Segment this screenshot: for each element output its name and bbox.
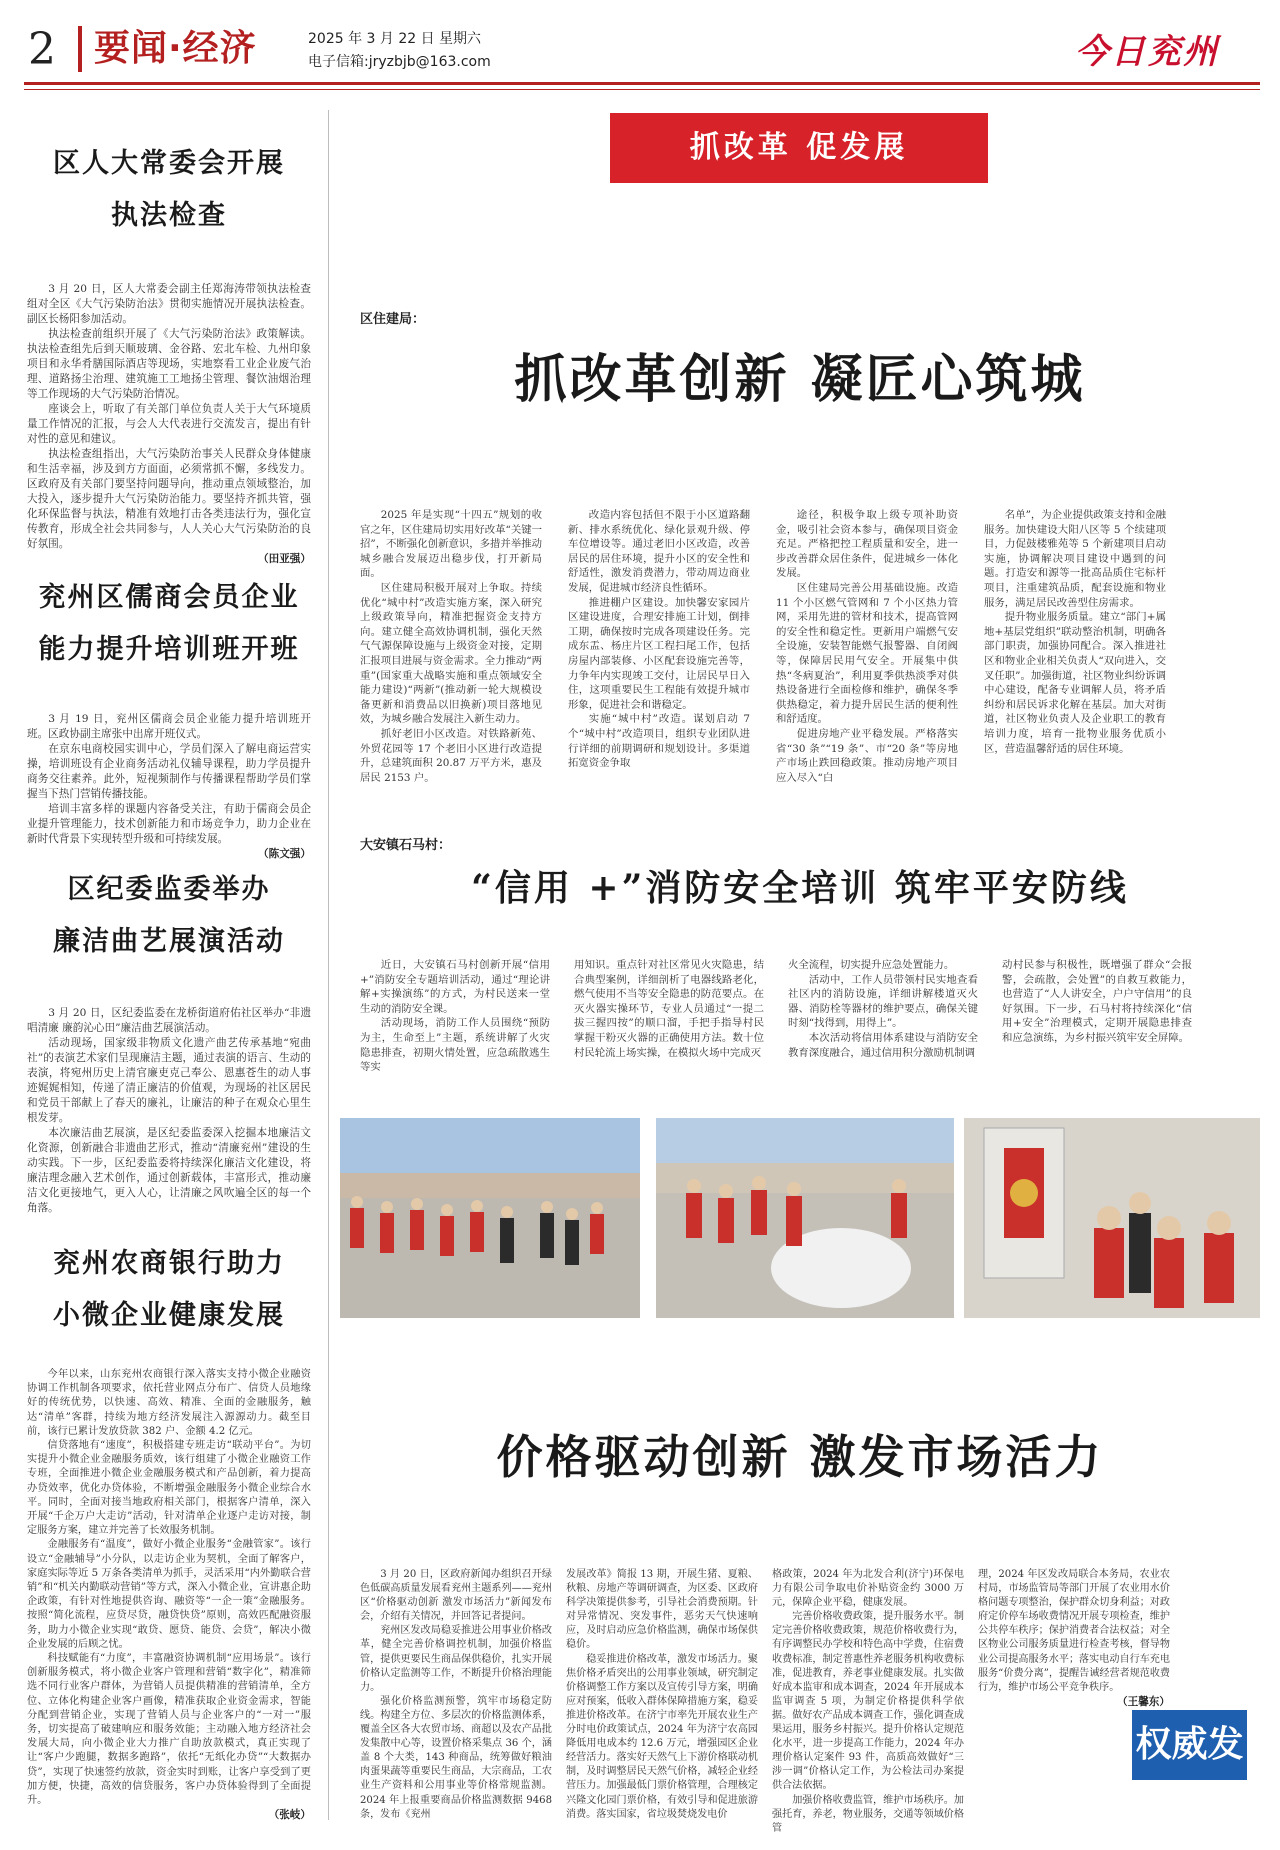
paragraph: 实施“城中村”改造。谋划启动 7 个“城中村”改造项目，组织专业团队进行详细的前期调研和规划设计。多渠道拓宽资金争取 — [568, 713, 750, 770]
section-name: 要闻·经济 — [94, 28, 257, 69]
left-article-4-body — [27, 1368, 311, 1823]
paragraph: 发展改革》简报 13 期，开展生猪、夏粮、秋粮、房地产等调研调查，为区委、区政府科学决策提供参考，引导社会消费预期。针对异常情况、突发事件，恶劣天气快速响应，及时启动应急价格监测，确保市场保供稳价。 — [566, 1569, 758, 1651]
paragraph: 培训丰富多样的课题内容备受关注，有助于儒商会员企业提升管理能力，技术创新能力和市场竞争力，助力企业在新时代背景下实现转型升级和可持续发展。 — [27, 803, 311, 845]
paragraph: 本次活动将信用体系建设与消防安全教育深度融合，通过信用积分激励机制调 — [788, 1031, 978, 1059]
article-1-column-4 — [984, 508, 1166, 756]
title-line: 廉洁曲艺展演活动 — [53, 926, 285, 957]
column-divider — [328, 110, 329, 1820]
paragraph: 格政策，2024 年为北发合利(济宁)环保电力有限公司争取电价补贴资金约 3000 万元，保障企业平稳，健康发展。 — [772, 1569, 964, 1609]
left-article-1-body — [27, 282, 311, 567]
paragraph: 区住建局完善公用基础设施。改造 11 个小区燃气管网和 7 个小区热力管网，采用先进的管材和技术，提高管网的安全性和稳定性。更新用户端燃气安全设施，安装智能燃气报警器、自闭阀等，保障居民用气安全。开展集中供热“冬病夏治”，利用夏季供热淡季对供热设备进行全面检修和维护，确保冬季供热稳定，着力提升居民生活的便利性和舒适度。 — [776, 581, 958, 726]
article-1-column-3 — [776, 508, 958, 785]
title-line: 兖州区儒商会员企业 — [38, 582, 300, 613]
paragraph: 执法检查前组织开展了《大气污染防治法》政策解读。执法检查组先后到天顺玻璃、金谷路、宏北车检、九州印象项目和永华肴膳国际酒店等现场，实地察看工业企业废气治理、道路扬尘治理、建筑施工工地扬尘管理、餐饮油烟治理等工作现场的大气污染防治情况。 — [27, 328, 311, 400]
paragraph: 2025 年是实现“十四五”规划的收官之年，区住建局切实用好改革“关键一招”，不断强化创新意识，多措并举推动城乡融合发展迈出稳步伐，打开新局面。 — [360, 509, 542, 580]
article-2-column-4 — [1002, 958, 1192, 1046]
paragraph: 促进房地产业平稳发展。严格落实省“30 条”“19 条”、市“20 条”等房地产市场止跌回稳政策。推动房地产项目应入尽入“白 — [776, 727, 958, 784]
paragraph: 途径，积极争取上级专项补助资金，吸引社会资本参与，确保项目资金充足。严格把控工程质量和安全，进一步改善群众居住条件，促进城乡一体化发展。 — [776, 509, 958, 580]
article-2-column-1 — [360, 958, 550, 1075]
paragraph: 活动现场，国家级非物质文化遗产曲艺传承基地“宛曲社”的表演艺术家们呈现廉洁主题，通过表演的语言、生动的表演，将宛州历史上清官廉吏克己奉公、恩惠苍生的动人事迹娓娓相知，传递了清正廉洁的价值观，为现场的社区居民和党员干部献上了春天的廉礼，让廉洁的种子在观众心里生根发芽。 — [27, 1037, 311, 1124]
paragraph: 理，2024 年区发改局联合本务局，农业农村局，市场监管局等部门开展了农业用水价格问题专项整治，保护群众切身利益；对政府定价停车场收费情况开展专项检查，维护公共停车秩序；保护消费者合法权益；对全区物业公司服务质量进行检查考核，督导物业公司提高服务水平；落实电动自行车充电服务“价费分离”，提醒告诫经营者规范收费行为，维护市场公平竞争秩序。 — [978, 1569, 1171, 1693]
paragraph: 提升物业服务质量。建立“部门+属地+基层党组织”联动整治机制，明确各部门职责，加强协同配合。深入推进社区和物业企业相关负责人“双向进入，交叉任职”。加强街道，社区物业纠纷诉调中心建设，配备专业调解人员，将矛盾纠纷和居民诉求化解在基层。加大对街道，社区物业负责人及企业职工的教育培训力度，培育一批物业服务优质小区，营造温馨舒适的居住环境。 — [984, 611, 1166, 755]
masthead-rule — [24, 82, 1260, 85]
paragraph: 活动中，工作人员带领村民实地查看社区内的消防设施，详细讲解楼道灭火器、消防栓等器材的维护要点，确保关键时刻“找得到，用得上”。 — [788, 973, 978, 1030]
title-line: 执法检查 — [111, 200, 227, 231]
photo-extinguisher-drill — [656, 1118, 954, 1318]
title-line: 能力提升培训班开班 — [38, 634, 300, 665]
newspaper-logo: 今日兖州 — [1075, 32, 1219, 72]
masthead-rule-thin — [24, 89, 1260, 90]
article-3-column-4 — [978, 1568, 1170, 1709]
left-article-1-title — [24, 138, 314, 242]
left-article-2-body — [27, 712, 311, 862]
paragraph: 本次廉洁曲艺展演，是区纪委监委深入挖掘本地廉洁文化资源，创新融合非遗曲艺形式，推动“清廉兖州”建设的生动实践。下一步，区纪委监委将持续深化廉洁文化建设，将廉洁理念融入艺术创作，通过创新载体，丰富形式，推动廉洁文化更接地气，更入人心，让清廉之风吹遍全区的每一个角落。 — [27, 1127, 311, 1214]
page-number: 2 — [28, 24, 56, 75]
article-1-title: 抓改革创新 凝匠心筑城 — [514, 349, 1086, 410]
article-3-column-1 — [360, 1568, 552, 1822]
article-1-column-1 — [360, 508, 542, 785]
paragraph: 3 月 20 日，区政府新闻办组织召开绿色低碳高质量发展看兖州主题系列——兖州区“价格驱动创新 激发市场活力”新闻发布会，介绍有关情况，并回答记者提问。 — [360, 1569, 552, 1623]
article-2-title: “信用 +”消防安全培训 筑牢平安防线 — [471, 867, 1129, 909]
section-banner: 抓改革 促发展 — [610, 113, 988, 183]
left-article-4-title — [24, 1238, 314, 1342]
paragraph: 区住建局积极开展对上争取。持续优化“城中村”改造实施方案，深入研究上级政策导向，精准把握资金支持方向。建立健全高效协调机制，强化天然气气源保障设施与上级资金对接，定期汇报项目进展与资金需求。全力推动“两重”(国家重大战略实施和重点领域安全能力建设)“两新”(推动新一轮大规模设备更新和消费品以旧换新)项目落地见效，为城乡融合发展注入新生动力。 — [360, 581, 542, 726]
paragraph: 名单”，为企业提供政策支持和金融服务。加快建设大阳八区等 5 个续建项目，力促鼓楼雅苑等 5 个新建项目启动实施，协调解决项目建设中遇到的问题。打造安和源等一批高品质住宅标杆项目，注重建筑品质，配套设施和物业服务，满足居民改善型住房需求。 — [984, 509, 1166, 609]
title-line: 小微企业健康发展 — [53, 1300, 285, 1331]
left-article-2-title — [24, 572, 314, 676]
article-3-column-2 — [566, 1568, 758, 1822]
article-1-column-2 — [568, 508, 750, 771]
paragraph: 稳妥推进价格改革，激发市场活力。聚焦价格矛盾突出的公用事业领域，研究制定价格调整工作方案以及宣传引导方案，明确应对预案，低收入群体保障措施方案，稳妥推进价格改革。在济宁市率先开展农业生产分时电价政策试点，2024 年为济宁农高园降低用电成本约 12.6 万元，增强园区企业经营活力。落实好天然气上下游价格联动机制，及时调整居民天然气价格，减轻企业经营压力。加强最低门票价格管理，合理核定兴隆文化园门票价格，有效引导和促进旅游消费。落实国家，省垃圾焚烧发电价 — [566, 1653, 758, 1820]
photo-fire-training-group-image — [340, 1118, 640, 1318]
paragraph: 抓好老旧小区改造。对铁路新苑、外贸花园等 17 个老旧小区进行改造提升，总建筑面积 20.87 万平方米，惠及居民 2153 户。 — [360, 727, 542, 784]
paragraph: 强化价格监测预警，筑牢市场稳定防线。构建全方位、多层次的价格监测体系，覆盖全区各大农贸市场、商超以及农产品批发集散中心等，设置价格采集点 36 个，涵盖 8 个大类，143 种商品，统筹做好粮油肉蛋果蔬等重要民生商品，大宗商品，工农业生产资料和公用事业等价格常规监测。2024 年上报重要商品价格监测数据 9468 条，发布《兖州 — [360, 1695, 552, 1820]
paragraph: 座谈会上，听取了有关部门单位负责人关于大气环境质量工作情况的汇报，与会人大代表进行交流发言，提出有针对性的意见和建议。 — [27, 403, 311, 445]
left-article-3-body — [27, 1006, 311, 1216]
photo-extinguisher-drill-image — [656, 1118, 954, 1318]
byline: （王馨东） — [1117, 1695, 1170, 1708]
photo-fire-training-group — [340, 1118, 640, 1318]
paragraph: 今年以来，山东兖州农商银行深入落实支持小微企业融资协调工作机制各项要求，依托营业网点分布广、信贷人员地缘好的传统优势，以快速、高效、精准、全面的金融服务，触达“清单”客群，持续为地方经济发展注入源源动力。截至目前，该行已累计发放贷款 382 户、金额 4.2 亿元。 — [27, 1369, 311, 1437]
byline: （张岐） — [268, 1809, 311, 1822]
paragraph: 活动现场，消防工作人员围绕“预防为主，生命至上”主题，系统讲解了火灾隐患排查，初期火情处置，应急疏散逃生等实 — [360, 1017, 550, 1074]
masthead-divider — [78, 26, 82, 72]
paragraph: 3 月 20 日，区纪委监委在龙桥街道府佑社区举办“非遗唱清廉 廉韵沁心田”廉洁曲艺展演活动。 — [27, 1007, 311, 1034]
paragraph: 执法检查组指出，大气污染防治事关人民群众身体健康和生活幸福，涉及到方方面面，必须常抓不懈，多线发力。区政府及有关部门要坚持问题导向，推动重点领域整治，加大投入，逐步提升大气污染防治能力。要坚持齐抓共管，强化环保监督与执法，精准有效地打击各类违法行为，强化宣传教育，形成全社会共同参与，人人关心大气污染防治的良好氛围。 — [27, 448, 311, 550]
paragraph: 3 月 20 日，区人大常委会副主任郑海涛带领执法检查组对全区《大气污染防治法》贯彻实施情况开展执法检查。副区长杨阳参加活动。 — [27, 283, 311, 325]
article-3-column-3 — [772, 1568, 964, 1836]
article-3-title: 价格驱动创新 激发市场活力 — [496, 1430, 1104, 1484]
paragraph: 推进棚户区建设。加快馨安家园片区建设进度，合理安排施工计划，倒排工期，确保按时完成各项建设任务。完成东盂、杨庄片区工程扫尾工作，包括房屋内部装修、小区配套设施完善等，力争年内实现竣工交付，让居民早日入住，这项重要民生工程能有效提升城市形象，促进社会和谐稳定。 — [568, 596, 750, 711]
paragraph: 加强价格收费监管，维护市场秩序。加强托育，养老，物业服务，交通等领域价格管 — [772, 1794, 964, 1834]
article-2-kicker: 大安镇石马村： — [360, 838, 452, 853]
left-article-3-title — [24, 864, 314, 968]
paragraph: 3 月 19 日，兖州区儒商会员企业能力提升培训班开班。区政协副主席张中出席开班仪式。 — [27, 713, 311, 740]
paragraph: 用知识。重点针对社区常见火灾隐患，结合典型案例，详细剖析了电器线路老化，燃气使用不当等安全隐患的防范要点。在灭火器实操环节，专业人员通过“一提二拔三握四按”的顺口溜，手把手指导村民掌握干粉灭火器的正确使用方法。数十位村民轮流上场实操，在模拟火场中完成灭 — [574, 959, 764, 1059]
byline: （陈文强） — [258, 848, 311, 860]
byline: （田亚强） — [258, 553, 311, 565]
authoritative-release-stamp: 权威发布 — [1132, 1710, 1247, 1780]
paragraph: 动村民参与积极性，既增强了群众“会报警，会疏散，会处置”的自救互救能力，也营造了“人人讲安全，户户守信用”的良好氛围。下一步，石马村将持续深化“信用+安全”治理模式，定期开展隐患排查和应急演练，为乡村振兴筑牢安全屏障。 — [1002, 959, 1192, 1044]
paragraph: 信贷落地有“速度”，积极搭建专班走访“联动平台”。为切实提升小微企业金融服务质效，该行组建了小微企业融资工作专班，全面推进小微企业金融服务模式和产品创新，着力提高办贷效率，优化办贷体验，不断增强金融服务小微企业综合水平。同时，全面对接当地政府相关部门，根据客户清单，深入开展“千企万户大走访”活动，针对清单企业逐户走访对接，制定服务方案，建立并完善了长效服务机制。 — [27, 1440, 311, 1537]
paragraph: 改造内容包括但不限于小区道路翻新、排水系统优化、绿化景观升级、停车位增设等。通过老旧小区改造，改善居民的居住环境，提升小区的安全性和舒适性，激发消费潜力，带动周边商业发展，促进城市经济良性循环。 — [568, 509, 750, 594]
article-2-column-3 — [788, 958, 978, 1060]
article-2-column-2 — [574, 958, 764, 1060]
paragraph: 在京东电商校园实训中心，学员们深入了解电商运营实操，培训班设有企业商务活动礼仪辅导课程，助力学员提升商务交往素养。此外，短视频制作与传播课程帮助学员们掌握当下热门营销传播技能。 — [27, 743, 311, 800]
article-1-kicker: 区住建局： — [360, 312, 426, 327]
paragraph: 近日，大安镇石马村创新开展“信用+”消防安全专题培训活动，通过“理论讲解+实操演练”的方式，为村民送来一堂生动的消防安全课。 — [360, 959, 550, 1015]
paragraph: 科技赋能有“力度”，丰富融资协调机制“应用场景”。该行创新服务模式，将小微企业客户管理和营销“数字化”，精准筛选不同行业客户群体，为营销人员提供精准的营销清单，全方位、立体化构建企业客户画像，精准获取企业资金需求，智能分配到营销企业，实现了营销人员与企业客户的“一对一”服务，切实提高了破建响应和服务效能；主动融入地方经济社会发展大局，向小微企业大力推广自助放款模式，真正实现了让“客户少跑腿，数据多跑路”，依托“无纸化办贷”“大数据办贷”，实现了快速签约放款，资金实时到账，让客户享受到了更加方便，快捷，高效的信贷服务，客户办贷体验得到了全面提升。 — [27, 1653, 311, 1807]
photo-fire-hydrant-inspection-image — [964, 1118, 1260, 1318]
paragraph: 完善价格收费政策，提升服务水平。制定完善价格收费政策，规范价格收费行为，有序调整民办学校和特色高中学费，住宿费收费标准，制定普惠性养老服务机构收费标准，促进教育，养老事业健康发展。扎实做好成本监审和成本调查，2024 年开展成本监审调查 5 项，为制定价格提供科学依据。做好农产品成本调查工作，强化调查成果运用，服务乡村振兴。提升价格认定规范化水平，进一步提高工作能力，2024 年办理价格认定案件 93 件，高质高效做好“三涉一调”价格认定工作，为公检法司办案提供合法依据。 — [772, 1611, 964, 1792]
issue-date: 2025 年 3 月 22 日 星期六 — [308, 31, 482, 47]
paragraph: 火全流程，切实提升应急处置能力。 — [788, 959, 955, 971]
title-line: 区纪委监委举办 — [67, 874, 271, 905]
contact-email: 电子信箱:jryzbjb@163.com — [308, 54, 491, 70]
title-line: 区人大常委会开展 — [53, 148, 285, 179]
title-line: 兖州农商银行助力 — [53, 1248, 285, 1279]
paragraph: 兖州区发改局稳妥推进公用事业价格改革，健全完善价格调控机制，加强价格监管，提供更要民生商品保供稳价，扎实开展价格认定监测等工作，不断提升价格治理能力。 — [360, 1625, 552, 1693]
photo-fire-hydrant-inspection — [964, 1118, 1260, 1318]
paragraph: 金融服务有“温度”，做好小微企业服务“金融管家”。该行设立“金融辅导”小分队，以走访企业为契机，全面了解客户，家庭实际等近 5 万条各类清单为抓手，灵活采用“内外勤联合营销”和“机关内勤联动营销”等方式，深入小微企业，宣讲惠企助企政策，有针对性地提供咨询、融资等“一企一策”金融服务。按照“简化流程，应贷尽贷，融贷快贷”原则，高效匹配融资服务，助力小微企业实现“敢贷、愿贷、能贷、会贷”，解决小微企业发展的后顾之忧。 — [27, 1539, 311, 1650]
